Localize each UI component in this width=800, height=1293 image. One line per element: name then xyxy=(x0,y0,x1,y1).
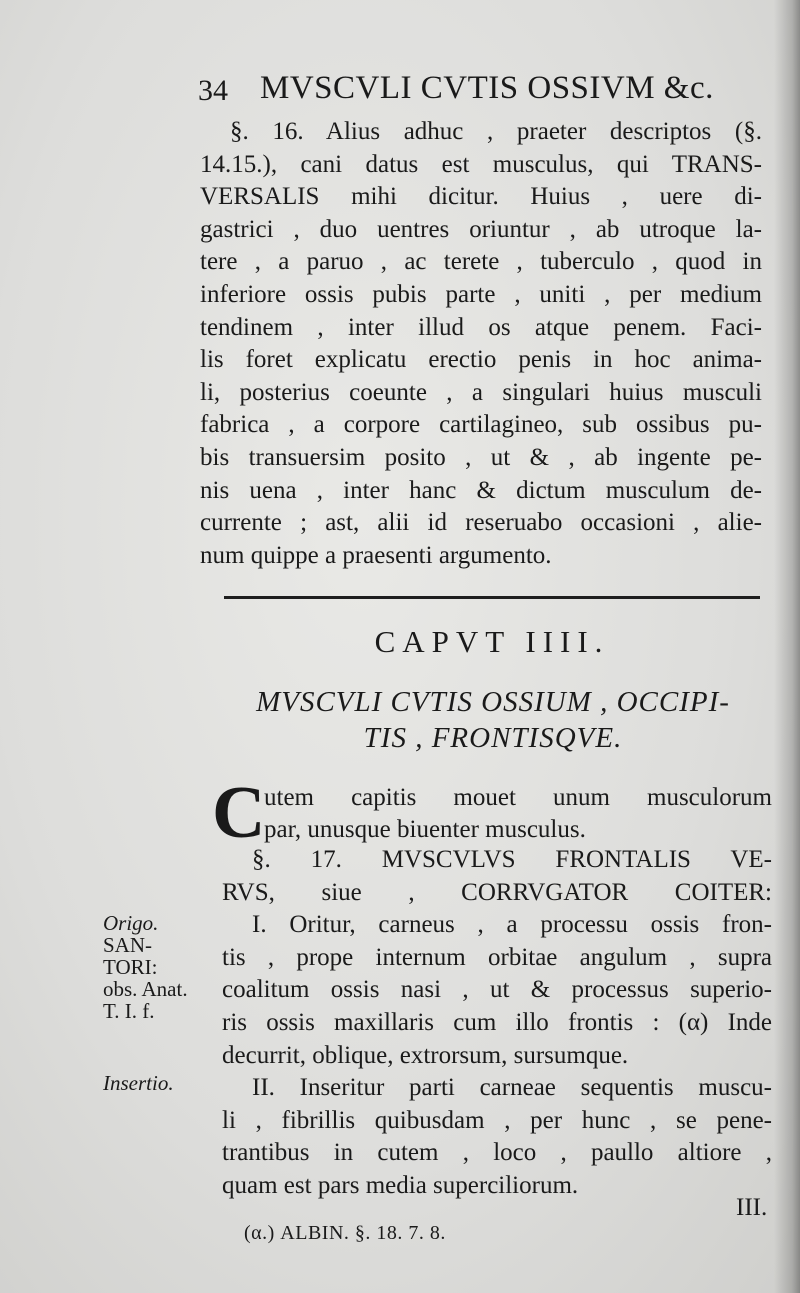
margin-note-line: TORI: xyxy=(103,955,158,979)
text-line: gastrici , duo uentres oriuntur , ab utroque la- xyxy=(200,215,762,243)
text-line: li, posterius coeunte , a singulari huius musculi xyxy=(200,378,762,406)
text-line: par, unusque biuenter musculus. xyxy=(264,816,586,843)
page-header xyxy=(198,66,768,116)
margin-note-origo xyxy=(103,912,188,1022)
chapter-heading: CAPVT IIII. xyxy=(374,624,610,659)
chapter-intro xyxy=(212,772,772,854)
text-line: VERSALIS mihi dicitur. Huius , uere di- xyxy=(200,183,762,211)
text-line: tere , a paruo , ac terete , tuberculo , quod in xyxy=(200,248,762,276)
text-line: §. 17. MVSCVLVS FRONTALIS VE- xyxy=(252,846,772,873)
text-line: lis foret explicatu erectio penis in hoc anima- xyxy=(200,346,762,374)
paragraph-17 xyxy=(222,844,772,1203)
text-line: num quippe a praesenti argumento. xyxy=(200,541,552,569)
text-line: inferiore ossis pubis parte , uniti , per medium xyxy=(200,280,762,308)
subtitle-line: MVSCVLI CVTIS OSSIUM , OCCIPI- xyxy=(256,686,730,718)
chapter-subtitle xyxy=(218,684,768,756)
text-line: fabrica , a corpore cartilagineo, sub ossibus pu- xyxy=(200,411,762,439)
text-line: decurrit, oblique, extrorsum, sursumque. xyxy=(222,1041,629,1069)
text-line: 14.15.), cani datus est musculus, qui TRANS- xyxy=(200,150,762,178)
paragraph-16 xyxy=(200,116,762,572)
text-line: utem capitis mouet unum musculorum xyxy=(264,784,772,811)
text-line: bis transuersim posito , ut & , ab ingente pe- xyxy=(200,443,762,471)
text-line: tis , prope internum orbitae angulum , supra xyxy=(222,943,772,971)
text-line: nis uena , inter hanc & dictum musculum de- xyxy=(200,476,762,504)
subtitle-line: TIS , FRONTISQVE. xyxy=(363,722,623,754)
text-line: currente ; ast, alii id reseruabo occasioni , alie- xyxy=(200,509,762,537)
text-line: ris ossis maxillaris cum illo frontis : (α) Inde xyxy=(222,1008,772,1036)
text-line: §. 16. Alius adhuc , praeter descriptos (§. xyxy=(230,118,762,145)
margin-note-line: T. I. f. xyxy=(103,999,155,1023)
margin-note-line: Origo. xyxy=(103,911,159,935)
section-divider xyxy=(224,596,760,599)
text-line: I. Oritur, carneus , a processu ossis fron- xyxy=(252,911,772,939)
text-line: RVS, siue , CORRVGATOR COITER: xyxy=(222,878,772,906)
drop-cap: C xyxy=(212,772,266,854)
text-line: coalitum ossis nasi , ut & processus superio- xyxy=(222,976,772,1004)
text-line: trantibus in cutem , loco , paullo altiore , xyxy=(222,1139,772,1167)
margin-note-insertio: Insertio. xyxy=(103,1071,174,1095)
margin-note-line: SAN- xyxy=(103,933,153,957)
running-title: MVSCVLI CVTIS OSSIVM &c. xyxy=(260,70,714,106)
footnote: (α.) ALBIN. §. 18. 7. 8. xyxy=(244,1222,446,1244)
page-number: 34 xyxy=(198,74,228,107)
catchword: III. xyxy=(736,1194,768,1221)
text-line: quam est pars media superciliorum. xyxy=(222,1171,579,1199)
text-line: II. Inseritur parti carneae sequentis muscu- xyxy=(252,1074,772,1102)
text-line: li , fibrillis quibusdam , per hunc , se pene- xyxy=(222,1106,772,1134)
page-edge-shadow xyxy=(774,0,800,1293)
margin-note-line: obs. Anat. xyxy=(103,977,188,1001)
text-line: tendinem , inter illud os atque penem. Faci- xyxy=(200,313,762,341)
